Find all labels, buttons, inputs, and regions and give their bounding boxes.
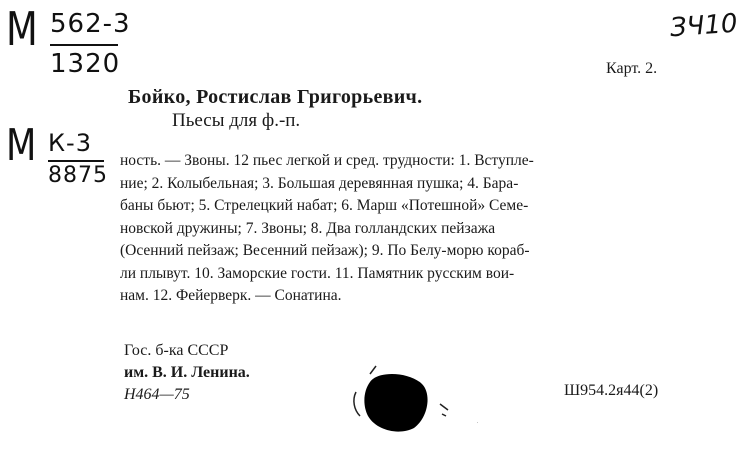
handwritten-shelf-number-2: 8875 — [48, 163, 108, 188]
handwritten-shelf-letter-1: М — [6, 2, 38, 56]
handwritten-divider-1 — [50, 44, 118, 46]
contents-description — [120, 150, 674, 308]
contents-line: ность. — Звоны. 12 пьес легкой и сред. трудности: 1. Вступле- — [120, 152, 534, 169]
contents-line: ние; 2. Колыбельная; 3. Большая деревянная пушка; 4. Бара- — [120, 174, 519, 192]
handwritten-shelf-letter-2: М — [6, 120, 37, 171]
library-name: Гос. б-ка СССР — [124, 342, 229, 359]
contents-line: (Осенний пейзаж; Весенний пейзаж); 9. По Белу-морю кораб- — [120, 242, 530, 259]
handwritten-shelf-code-2: К-3 — [48, 129, 92, 157]
contents-line: ли плывут. 10. Заморские гости. 11. Памятник русским вои- — [120, 264, 515, 282]
classification-code: Ш954.2я44(2) — [564, 382, 659, 399]
handwritten-shelf-number-1: 1320 — [50, 49, 121, 79]
stamp-mark-right — [440, 404, 448, 416]
ink-blot-stamp — [348, 360, 478, 440]
handwritten-corner-mark: ЗЧ10 — [669, 8, 739, 44]
work-title: Пьесы для ф.-п. — [172, 110, 301, 131]
stamp-blot — [364, 374, 427, 432]
catalog-number: Н464—75 — [124, 386, 190, 403]
handwritten-shelf-code-1: 562-3 — [50, 9, 131, 39]
stamp-mark-left — [354, 392, 360, 416]
library-imprint — [124, 340, 250, 406]
author-heading: Бойко, Ростислав Григорьевич. — [128, 86, 423, 108]
stamp-mark-top — [370, 366, 376, 374]
card-number: Карт. 2. — [606, 60, 658, 77]
contents-line: баны бьют; 5. Стрелецкий набат; 6. Марш «Потешной» Семе- — [120, 197, 529, 214]
library-dedication: им. В. И. Ленина. — [124, 364, 250, 381]
contents-line: нам. 12. Фейерверк. — Сонатина. — [120, 287, 342, 304]
handwritten-divider-2 — [48, 160, 104, 162]
contents-line: новской дружины; 7. Звоны; 8. Два голландских пейзажа — [120, 219, 496, 237]
